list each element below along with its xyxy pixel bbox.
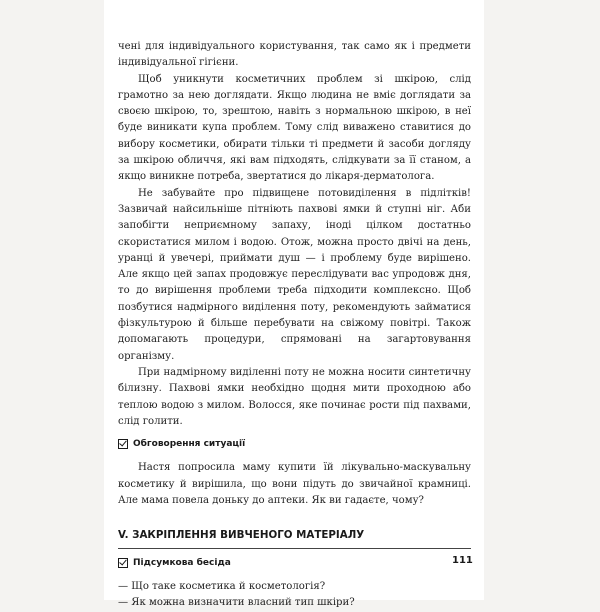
discussion-heading	[118, 436, 471, 452]
summary-question-1: — Що таке косметика й косметологія?	[118, 580, 326, 592]
paragraph-3: Не забувайте про підвищене потовиділення в підлітків! Зазвичай найсильніше пітніють пахвові ямки й ступні ніг. Аби запобігти неприємному запаху, іноді цілком достатньо скористатися милом і водою. Отож, можна просто двічі на день, уранці й увечері, приймати душ — і проблему буде вирішено. Але якщо цей запах продовжує переслідувати вас упродовж дня, то до вирішення проблеми треба підходити комплексно. Щоб позбутися надмірного виділення поту, рекомендують займатися фізкультурою й більше перебувати на свіжому повітрі. Також допомагають процедури, спрямовані на загартовування організму.	[118, 187, 471, 362]
page-number: 111	[452, 555, 473, 566]
discussion-title: Обговорення ситуації	[133, 439, 246, 450]
section-heading: V. ЗАКРІПЛЕННЯ ВИВЧЕНОГО МАТЕРІАЛУ	[118, 527, 471, 548]
paragraph-1: чені для індивідуального користування, так само як і предмети індивідуальної гігієни.	[118, 41, 471, 69]
checkbox-icon	[118, 558, 128, 568]
summary-heading	[118, 555, 471, 571]
paragraph-4: При надмірному виділенні поту не можна носити синтетичну білизну. Пахвові ямки необхідно щодня мити проходною або теплою водою з милом. Волосся, яке починає рости під пахвами, слід голити.	[118, 366, 471, 427]
summary-question-2: — Як можна визначити власний тип шкіри?	[118, 597, 355, 609]
discussion-text: Настя попросила маму купити їй лікувально-маскувальну косметику й вирішила, що вони підуть до звичайної крамниці. Але мама повела доньку до аптеки. Як ви гадаєте, чому?	[118, 462, 471, 507]
checkbox-icon	[118, 439, 128, 449]
summary-title: Підсумкова бесіда	[133, 557, 231, 568]
paragraph-2: Щоб уникнути косметичних проблем зі шкірою, слід грамотно за нею доглядати. Якщо людина не вміє доглядати за своєю шкірою, то, зрештою, навіть з нормальною шкірою, в неї буде виникати купа проблем. Тому слід виважено ставитися до вибору косметики, обирати тільки ті предмети й засоби догляду за шкірою обличчя, які вам підходять, слідкувати за її станом, а якщо виникне потреба, звертатися до лікаря-дерматолога.	[118, 73, 471, 183]
page-text	[118, 39, 471, 612]
